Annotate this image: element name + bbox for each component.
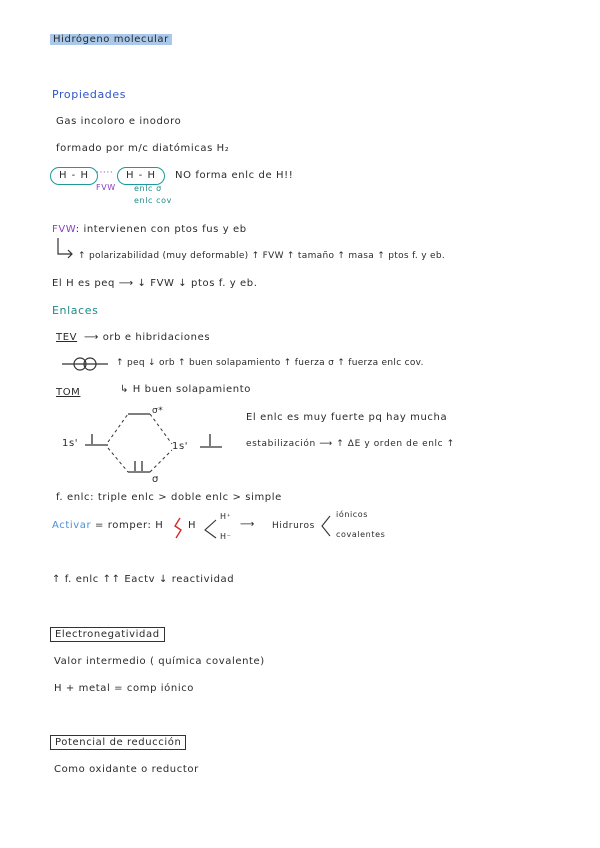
text-no-forma: NO forma enlc de H!! — [175, 170, 294, 181]
fvw-label: FVW — [52, 224, 76, 235]
f-enlc-line: f. enlc: triple enlc > doble enlc > simple — [56, 492, 282, 503]
section-heading-reduccion: Potencial de reducción — [50, 735, 186, 750]
tev-text: ⟶ orb e hibridaciones — [84, 332, 211, 343]
mo-dashed-lines — [108, 414, 172, 472]
activar-line — [52, 520, 163, 531]
bond-h-h-left: H - H — [50, 167, 98, 185]
h-peq-line: El H es peq ⟶ ↓ FVW ↓ ptos f. y eb. — [52, 278, 258, 289]
label-sigma-star: σ* — [152, 406, 164, 416]
electroneg-line-2: H + metal = comp iónico — [54, 683, 195, 694]
ionicos-label: iónicos — [336, 510, 369, 519]
label-fvw-small: FVW — [96, 183, 116, 192]
hidruros-label: Hidruros — [272, 521, 315, 531]
covalentes-label: covalentes — [336, 530, 386, 539]
section-heading-propiedades: Propiedades — [52, 88, 127, 101]
tom-text: ↳ H buen solapamiento — [120, 384, 251, 395]
overlap-text: ↑ peq ↓ orb ↑ buen solapamiento ↑ fuerza σ ↑ fuerza enlc cov. — [116, 358, 424, 368]
reactividad-line: ↑ f. enlc ↑↑ Eactv ↓ reactividad — [52, 574, 235, 585]
dots-fvw: ····· — [96, 168, 114, 178]
break-mark — [175, 518, 181, 538]
electroneg-line-1: Valor intermedio ( química covalente) — [54, 656, 265, 667]
label-1s-right: 1s' — [172, 441, 189, 452]
h-plus: H⁺ — [220, 512, 232, 521]
label-enlc-sigma: enlc σ — [134, 184, 162, 193]
orbital-overlap-icon — [62, 358, 108, 370]
reduccion-line-1: Como oxidante o reductor — [54, 764, 199, 775]
section-heading-electronegatividad: Electronegatividad — [50, 627, 165, 642]
text-formado: formado por m/c diatómicas H₂ — [56, 143, 230, 154]
mo-text-1: El enlc es muy fuerte pq hay mucha — [246, 412, 448, 423]
fvw-arrow-line: ↑ polarizabilidad (muy deformable) ↑ FVW ↑ tamaño ↑ masa ↑ ptos f. y eb. — [78, 251, 446, 261]
page-title: Hidrógeno molecular — [50, 34, 172, 45]
label-1s-left: 1s' — [62, 438, 79, 449]
h-minus: H⁻ — [220, 532, 232, 541]
activar-text: = romper: H — [95, 520, 164, 531]
tev-label: TEV — [56, 332, 78, 343]
mo-text-2: estabilización ⟶ ↑ ΔE y orden de enlc ↑ — [246, 439, 455, 449]
bond-h-h-right: H - H — [117, 167, 165, 185]
activar-h2: H — [188, 520, 197, 531]
mo-diagram — [85, 414, 222, 472]
arrow-hidruros: ⟶ — [240, 519, 255, 530]
section-heading-enlaces: Enlaces — [52, 304, 99, 317]
fvw-text: : intervienen con ptos fus y eb — [75, 224, 247, 235]
activar-bracket — [205, 520, 216, 538]
hidruros-bracket — [322, 516, 330, 536]
text-gas-incoloro: Gas incoloro e inodoro — [56, 116, 182, 127]
label-enlc-cov: enlc cov — [134, 196, 172, 205]
tom-label: TOM — [56, 387, 81, 398]
label-sigma: σ — [152, 474, 159, 485]
activar-label: Activar — [52, 520, 92, 531]
